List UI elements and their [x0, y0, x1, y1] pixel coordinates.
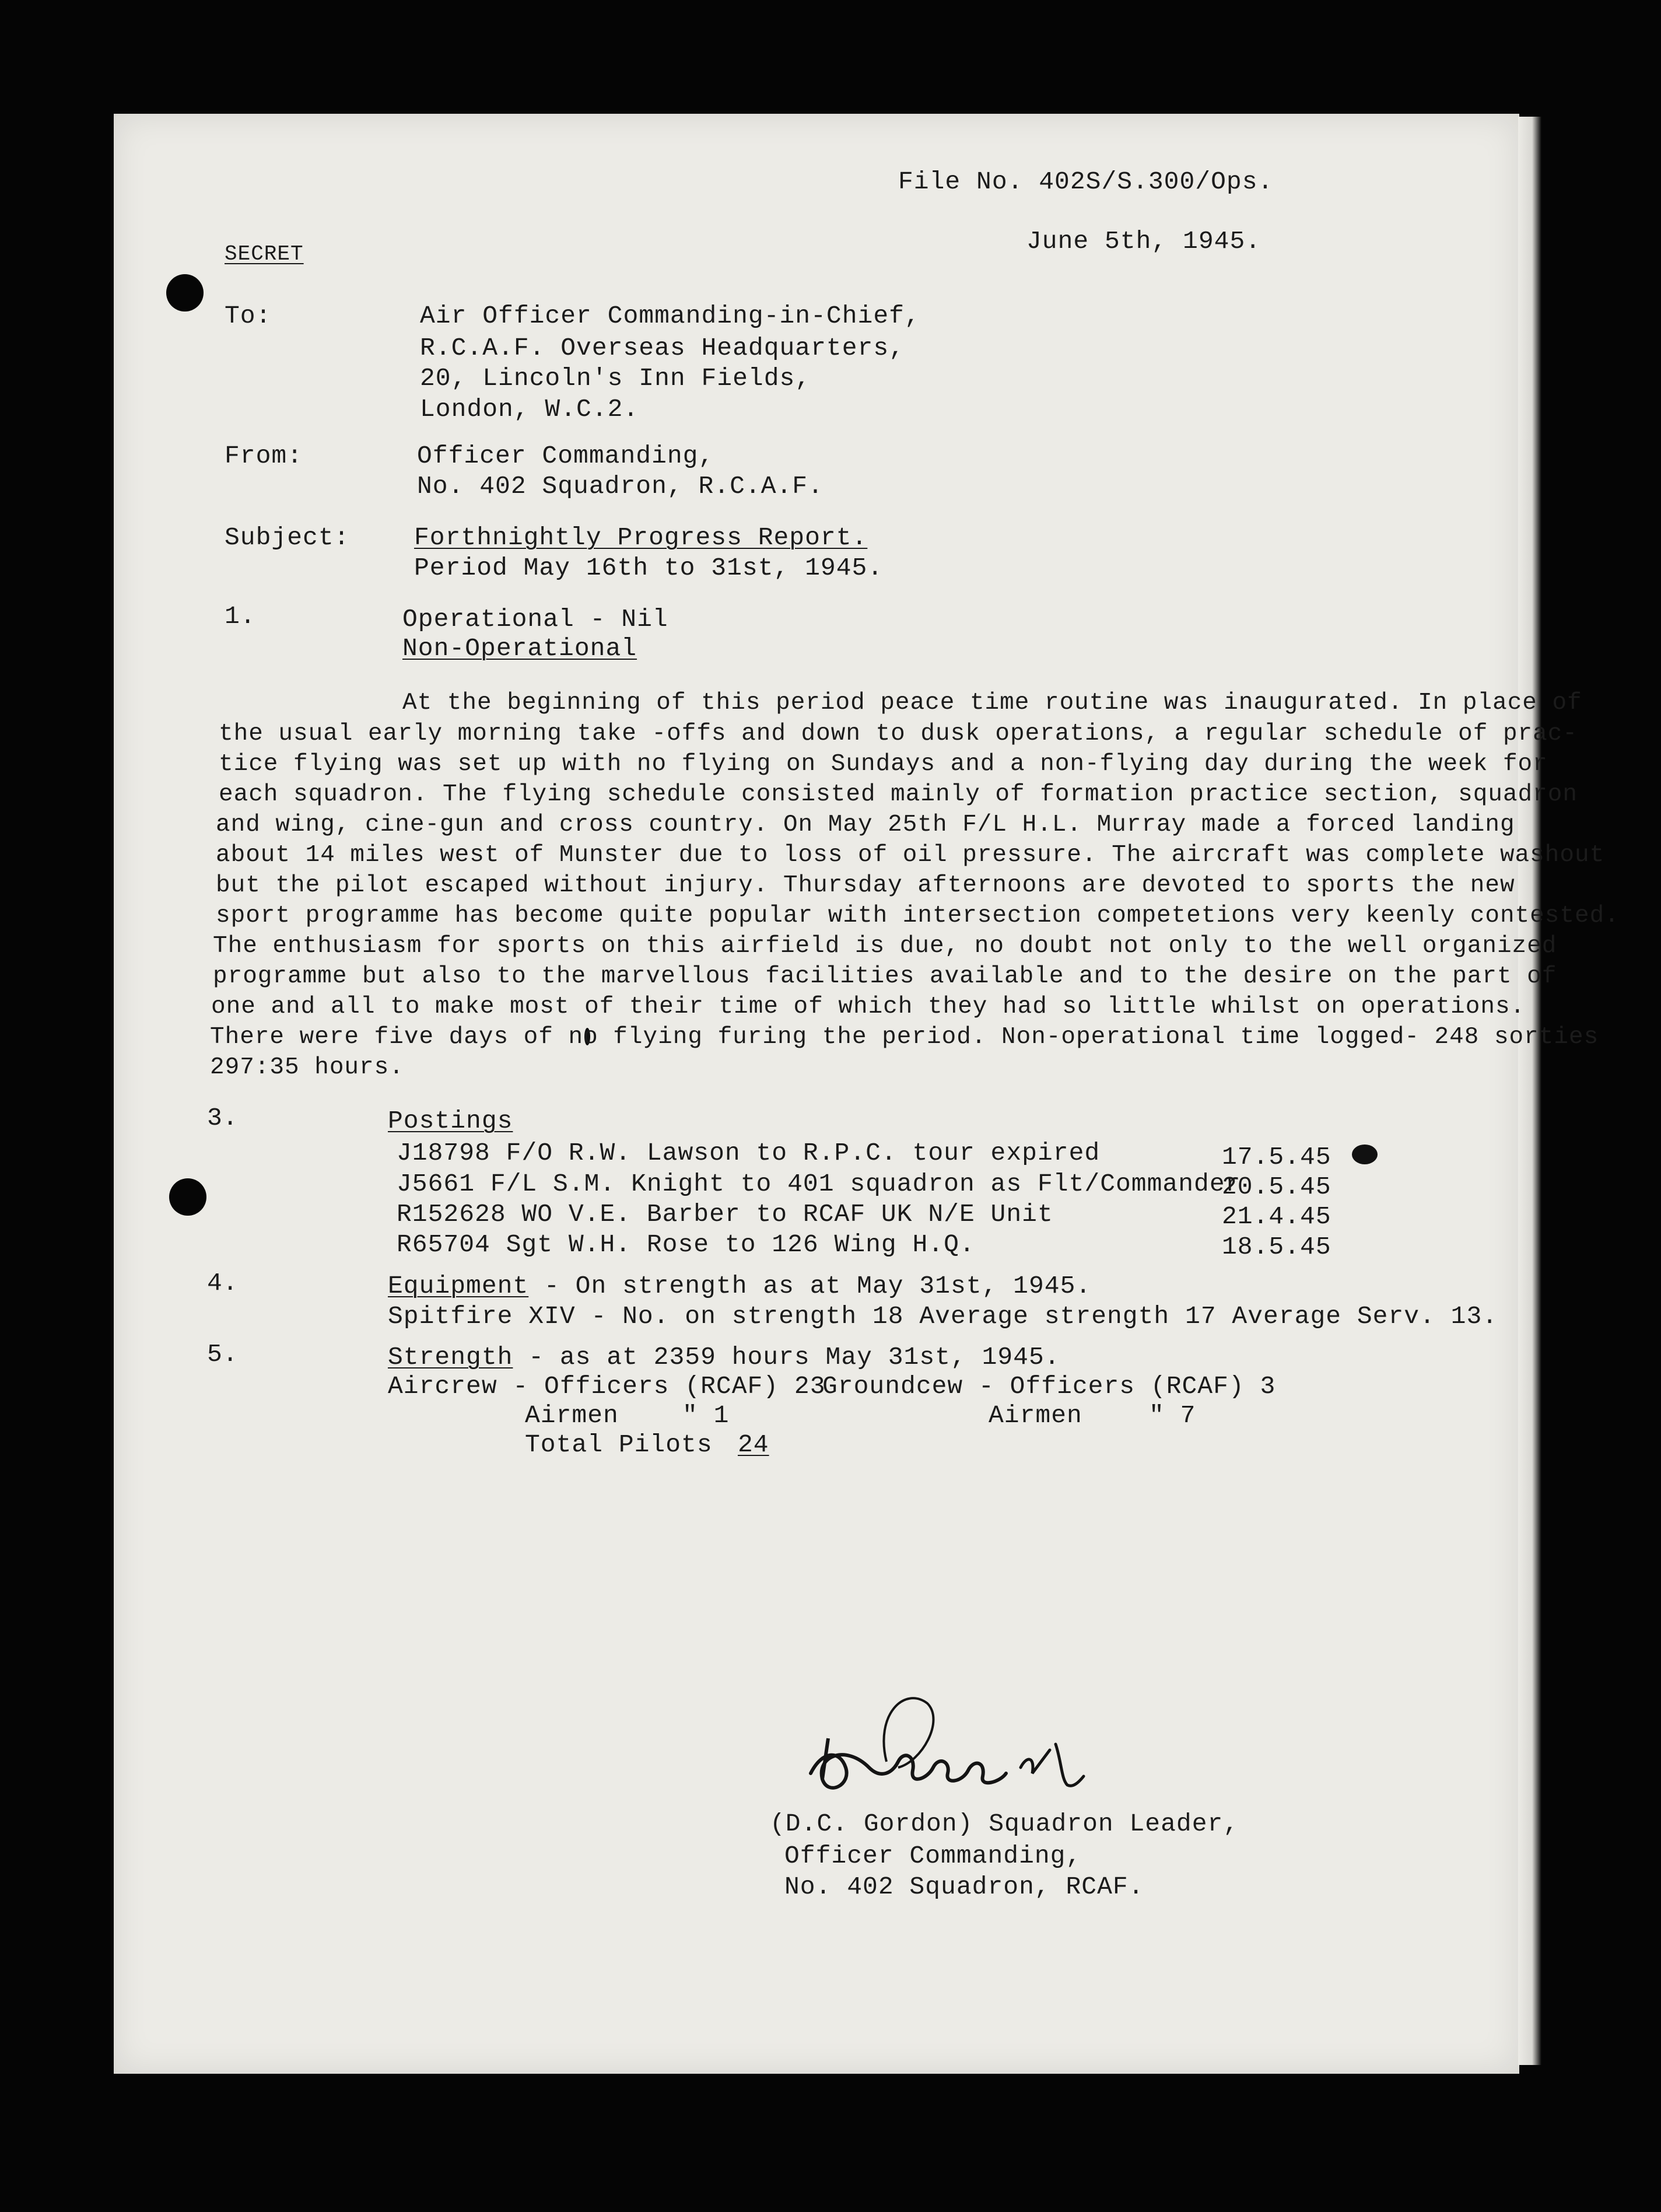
equipment-date: - On strength as at May 31st, 1945.	[528, 1272, 1092, 1300]
paragraph-line-13: 297:35 hours.	[210, 1054, 404, 1081]
from-line-2: No. 402 Squadron, R.C.A.F.	[417, 472, 824, 501]
paragraph-line-4: each squadron. The flying schedule consisted mainly of formation practice section, squadron	[219, 781, 1578, 808]
paragraph-line-10: programme but also to the marvellous facilities available and to the desire on the part of	[213, 963, 1557, 990]
ink-blot	[1352, 1144, 1378, 1164]
to-line-3: 20, Lincoln's Inn Fields,	[420, 364, 811, 393]
posting-4-date: 18.5.45	[1222, 1233, 1331, 1261]
section-3-number: 3.	[207, 1104, 239, 1132]
paragraph-line-12: There were five days of no flying furing the period. Non-operational time logged- 248 sorties	[210, 1024, 1599, 1051]
total-pilots-label: Total Pilots	[525, 1430, 713, 1459]
strength-date: - as at 2359 hours May 31st, 1945.	[513, 1343, 1060, 1371]
from-line-1: Officer Commanding,	[417, 442, 714, 470]
aircrew-officers: Aircrew - Officers (RCAF) 23	[388, 1372, 826, 1401]
to-line-4: London, W.C.2.	[420, 395, 639, 424]
torn-page-edge	[1518, 117, 1541, 2065]
strength-heading: Strength	[388, 1343, 513, 1371]
signatory-line-1: (D.C. Gordon) Squadron Leader,	[770, 1810, 1239, 1838]
paragraph-line-3: tice flying was set up with no flying on Sundays and a non-flying day during the week for	[219, 751, 1548, 778]
section-1-number: 1.	[225, 602, 256, 631]
to-line-1: Air Officer Commanding-in-Chief,	[420, 302, 920, 330]
paragraph-line-2: the usual early morning take -offs and down to dusk operations, a regular schedule of prac-	[219, 720, 1578, 747]
non-operational-heading: Non-Operational	[402, 634, 637, 663]
total-pilots-value: 24	[738, 1430, 769, 1459]
groundcrew-officers: Groundcew - Officers (RCAF) 3	[822, 1372, 1276, 1401]
strength-line-1	[388, 1345, 1060, 1370]
paragraph-line-8: sport programme has become quite popular with intersection competetions very keenly contested.	[216, 902, 1620, 929]
posting-1: J18798 F/O R.W. Lawson to R.P.C. tour expired	[397, 1139, 1101, 1167]
subject-line-2: Period May 16th to 31st, 1945.	[414, 554, 884, 582]
file-number: File No. 402S/S.300/Ops.	[898, 167, 1274, 196]
posting-2-date: 20.5.45	[1222, 1172, 1331, 1201]
section-5-number: 5.	[207, 1340, 239, 1368]
signatory-line-2: Officer Commanding,	[784, 1842, 1082, 1870]
equipment-line-2: Spitfire XIV - No. on strength 18 Average strength 17 Average Serv. 13.	[388, 1302, 1498, 1331]
paragraph-line-7: but the pilot escaped without injury. Thursday afternoons are devoted to sports the new	[216, 872, 1515, 899]
posting-3-date: 21.4.45	[1222, 1202, 1331, 1231]
posting-3: R152628 WO V.E. Barber to RCAF UK N/E Unit	[397, 1200, 1053, 1228]
subject-label: Subject:	[225, 523, 350, 552]
paragraph-line-5: and wing, cine-gun and cross country. On May 25th F/L H.L. Murray made a forced landing	[216, 811, 1515, 838]
aircrew-airmen-value: " 1	[682, 1401, 730, 1430]
subject-line-1: Forthnightly Progress Report.	[414, 523, 868, 552]
postings-heading: Postings	[388, 1107, 513, 1135]
punch-hole-top	[166, 274, 204, 312]
to-line-2: R.C.A.F. Overseas Headquarters,	[420, 334, 905, 362]
paragraph-line-6: about 14 miles west of Munster due to loss of oil pressure. The aircraft was complete washout	[216, 842, 1605, 869]
equipment-heading: Equipment	[388, 1272, 529, 1300]
signatory-line-3: No. 402 Squadron, RCAF.	[784, 1873, 1144, 1901]
section-4-number: 4.	[207, 1269, 239, 1297]
paragraph-line-1: At the beginning of this period peace time routine was inaugurated. In place of	[402, 690, 1582, 716]
handwritten-signature	[805, 1680, 1108, 1832]
to-label: To:	[225, 302, 272, 330]
punch-hole-bottom	[169, 1178, 206, 1216]
from-label: From:	[225, 442, 303, 470]
equipment-line-1	[388, 1273, 1091, 1298]
operational-status: Operational - Nil	[402, 605, 668, 634]
paragraph-line-9: The enthusiasm for sports on this airfield is due, no doubt not only to the well organized	[213, 933, 1557, 960]
groundcrew-airmen-label: Airmen	[989, 1401, 1082, 1430]
aircrew-airmen-label: Airmen	[525, 1401, 619, 1430]
groundcrew-airmen-value: " 7	[1149, 1401, 1196, 1430]
document-date: June 5th, 1945.	[1026, 227, 1261, 256]
paragraph-line-11: one and all to make most of their time of which they had so little whilst on operations.	[211, 993, 1526, 1020]
classification-stamp: SECRET	[225, 242, 304, 266]
posting-1-date: 17.5.45	[1222, 1143, 1331, 1171]
posting-2: J5661 F/L S.M. Knight to 401 squadron as Flt/Commander	[397, 1170, 1241, 1198]
posting-4: R65704 Sgt W.H. Rose to 126 Wing H.Q.	[397, 1230, 975, 1259]
